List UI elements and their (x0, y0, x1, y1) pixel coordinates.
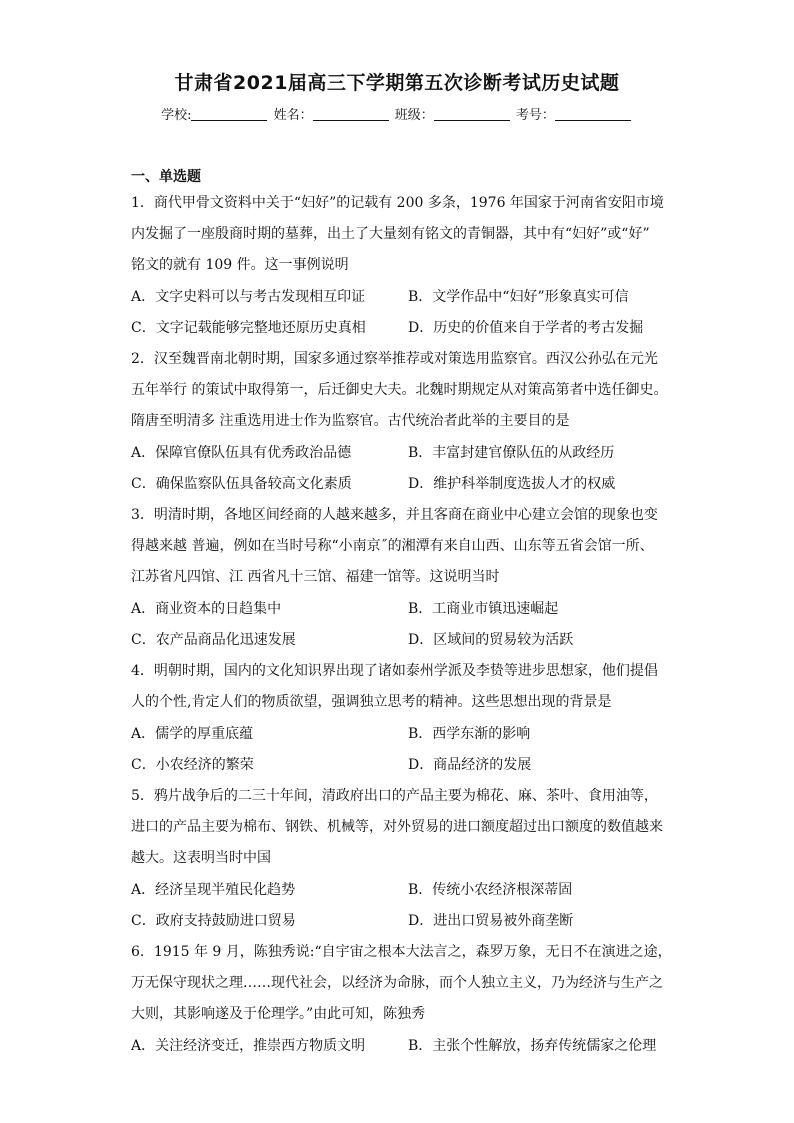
question-2-option-c: C．确保监察队伍具备较高文化素质 (131, 476, 352, 492)
question-4-option-c: C．小农经济的繁荣 (131, 757, 254, 773)
question-4-option-b: B．西学东渐的影响 (408, 726, 531, 742)
student-info-line (0, 104, 794, 123)
question-4-line-2: 人的个性,肯定人们的物质欲望，强调独立思考的精神。这些思想出现的背景是 (131, 694, 612, 710)
exam-number-blank[interactable] (555, 107, 631, 121)
section-title: 一、单选题 (131, 169, 201, 185)
question-4-option-d: D．商品经济的发展 (408, 757, 532, 773)
question-2-line-1: 2．汉至魏晋南北朝时期，国家多通过察举推荐或对策选用监察官。西汉公孙弘在元光 (131, 351, 658, 367)
question-3-option-a: A．商业资本的日趋集中 (131, 601, 282, 617)
question-3-option-d: D．区域间的贸易较为活跃 (408, 632, 574, 648)
class-blank[interactable] (434, 107, 510, 121)
question-1-option-a: A．文字史料可以与考古发现相互印证 (131, 289, 366, 305)
question-2-option-d: D．维护科举制度选拔人才的权威 (408, 476, 616, 492)
question-2-line-2: 五年举行 的策试中取得第一，后迁御史大夫。北魏时期规定从对策高第者中选任御史。 (131, 382, 668, 398)
class-label: 班级： (394, 108, 434, 123)
question-4-option-a: A．儒学的厚重底蕴 (131, 726, 254, 742)
question-4-line-1: 4．明朝时期，国内的文化知识界出现了诸如泰州学派及李贽等进步思想家，他们提倡 (131, 663, 658, 679)
question-5-line-2: 进口的产品主要为棉布、钢铁、机械等，对外贸易的进口额度超过出口额度的数值越来 (131, 819, 663, 835)
question-2-option-a: A．保障官僚队伍具有优秀政治品德 (131, 445, 352, 461)
name-blank[interactable] (313, 107, 389, 121)
question-3-line-3: 江苏省凡四馆、江 西省凡十三馆、福建一馆等。这说明当时 (131, 569, 500, 585)
question-5-option-a: A．经济呈现半殖民化趋势 (131, 882, 296, 898)
exam-number-label: 考号： (515, 108, 555, 123)
question-2-line-3: 隋唐至明清多 注重选用进士作为监察官。古代统治者此举的主要目的是 (131, 413, 570, 429)
question-1-option-c: C．文字记载能够完整地还原历史真相 (131, 320, 366, 336)
question-5-line-3: 越大。这表明当时中国 (131, 850, 271, 866)
question-1-option-d: D．历史的价值来自于学者的考古发掘 (408, 320, 644, 336)
question-5-option-b: B．传统小农经济根深蒂固 (408, 882, 573, 898)
question-5-option-c: C．政府支持鼓励进口贸易 (131, 913, 296, 929)
question-6-line-2: 万无保守现状之理……现代社会，以经济为命脉，而个人独立主义，乃为经济与生产之 (131, 975, 663, 991)
name-label: 姓名： (273, 108, 313, 123)
question-3-option-c: C．农产品商品化迅速发展 (131, 632, 296, 648)
school-blank[interactable] (191, 107, 267, 121)
page-title: 甘肃省2021届高三下学期第五次诊断考试历史试题 (174, 72, 620, 94)
question-6-line-3: 大则，其影响遂及于伦理学。”由此可知，陈独秀 (131, 1006, 426, 1022)
question-5-option-d: D．进出口贸易被外商垄断 (408, 913, 574, 929)
question-3-line-2: 得越来越 普遍，例如在当时号称“小南京˝的湘潭有来自山西、山东等五省会馆一所、 (131, 538, 654, 554)
question-1-option-b: B．文学作品中“妇好”形象真实可信 (408, 289, 629, 305)
question-6-option-a: A．关注经济变迁，推崇西方物质文明 (131, 1038, 366, 1054)
question-6-line-1: 6．1915 年 9 月，陈独秀说:“自宇宙之根本大法言之，森罗万象，无日不在演进之途， (131, 944, 672, 960)
question-2-option-b: B．丰富封建官僚队伍的从政经历 (408, 445, 615, 461)
school-label: 学校: (161, 108, 192, 123)
question-1-line-2: 内发掘了一座殷商时期的墓葬，出土了大量刻有铭文的青铜器，其中有“妇好”或“好” (131, 226, 650, 242)
question-6-option-b: B．主张个性解放，扬弃传统儒家之伦理 (408, 1038, 657, 1054)
question-5-line-1: 5．鸦片战争后的二三十年间，清政府出口的产品主要为棉花、麻、茶叶、食用油等， (131, 788, 658, 804)
question-1-line-1: 1．商代甲骨文资料中关于“妇好”的记载有 200 多条，1976 年国家于河南省安阳市境 (131, 195, 664, 211)
question-3-line-1: 3．明清时期，各地区间经商的人越来越多，并且客商在商业中心建立会馆的现象也变 (131, 507, 658, 523)
question-3-option-b: B．工商业市镇迅速崛起 (408, 601, 559, 617)
question-1-line-3: 铭文的就有 109 件。这一事例说明 (131, 257, 349, 273)
